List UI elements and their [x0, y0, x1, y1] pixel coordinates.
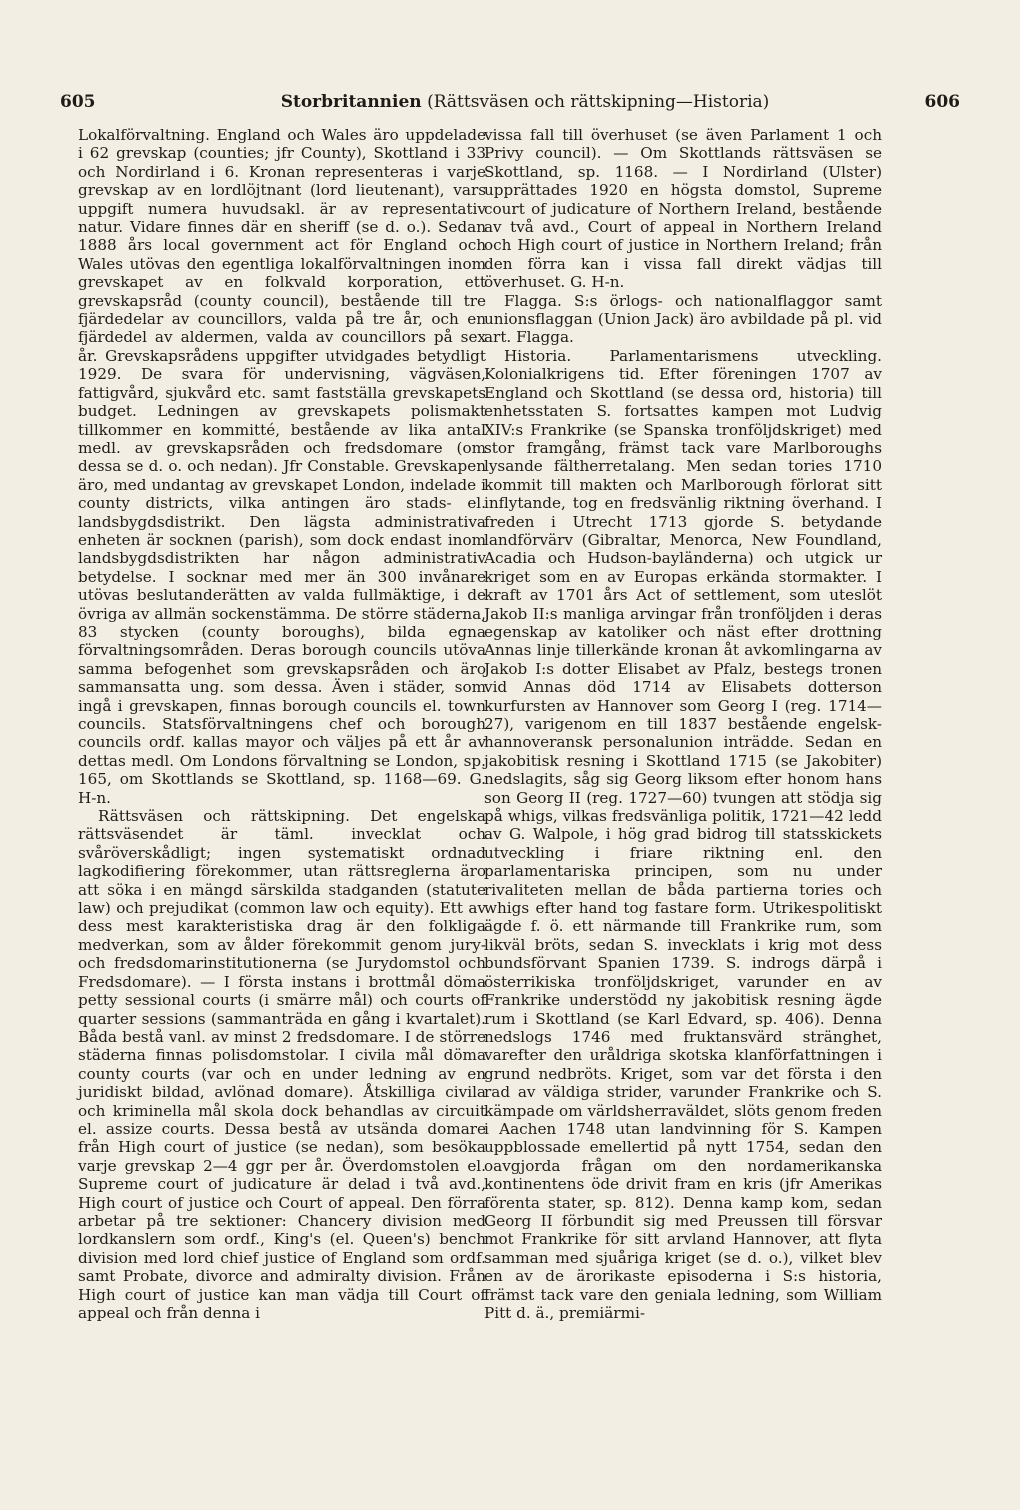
left-column — [78, 126, 486, 1322]
paragraph-lokalforvaltning: Lokalförvaltning. England och Wales äro uppdelade i 62 grevskap (counties; jfr County), Skottland i 33 och Nordirland i 6. Kronan representeras i varje grevskap av en lordlöjtnant (lord lieutenant), vars uppgift numera huvudsakl. är av representativ natur. Vidare finnes där en sheriff (se d. o.). Sedan 1888 års local government act för England och Wales utövas den egentliga lokalförvaltningen inom grevskapet av en folkvald korporation, ett grevskapsråd (county council), bestående till tre fjärdedelar av councillors, valda på tre år, och en fjärdedel av aldermen, valda av councillors på sex år. Grevskapsrådens uppgifter utvidgades betydligt 1929. De svara för undervisning, vägväsen, fattigvård, sjukvård etc. samt fastställa grevskapets budget. Ledningen av grevskapets polismakt tillkommer en kommitté, bestående av lika antal medl. av grevskapsråden och fredsdomare (om dessa se d. o. och nedan). Jfr Constable. Grevskapen äro, med undantag av grevskapet London, indelade i county districts, vilka antingen äro stads- el. landsbygdsdistrikt. Den lägsta administrativa enheten är socknen (parish), som dock endast inom landsbygdsdistrikten har någon administrativ betydelse. I socknar med mer än 300 invånare utövas beslutanderätten av valda fullmäktige, i de övriga av allmän sockenstämma. De större städerna, 83 stycken (county boroughs), bilda egna förvaltningsområden. Deras borough councils utöva samma befogenhet som grevskapsråden och äro sammansatta ung. som dessa. Även i städer, som ingå i grevskapen, finnas borough councils el. town councils. Statsförvaltningens chef och borough councils ordf. kallas mayor och väljes på ett år av dettas medl. Om Londons förvaltning se London, sp. 165, om Skottlands se Skottland, sp. 1168—69. G. H-n. — [78, 126, 486, 807]
page-number-left: 605 — [60, 92, 96, 112]
paragraph-flagga: Flagga. S:s örlogs- och nationalflaggor samt unionsflaggan (Union Jack) äro avbildade på pl. vid art. Flagga. — [484, 291, 882, 347]
page-header — [60, 92, 960, 116]
running-title-rest: (Rättsväsen och rättskipning—Historia) — [427, 92, 770, 112]
paragraph-historia: Historia. Parlamentarismens utveckling. Kolonialkrigens tid. Efter föreningen 1707 av England och Skottland (se dessa ord, historia) till enhetsstaten S. fortsattes kampen mot Ludvig XIV:s Frankrike (se Spanska tronföljdskriget) med stor framgång, främst tack vare Marlboroughs lysande fältherretalang. Men sedan tories 1710 kommit till makten och Marlborough förlorat sitt inflytande, tog en fredsvänlig riktning överhand. I freden i Utrecht 1713 gjorde S. betydande landförvärv (Gibraltar, Menorca, New Foundland, Acadia och Hudson-bayländerna) och utgick ur kriget som en av Europas erkända stormakter. I kraft av 1701 års Act of settlement, som uteslöt Jakob II:s manliga arvingar från tronföljden i deras egenskap av katoliker och näst efter drottning Annas linje tillerkände kronan åt avkomlingarna av Jakob I:s dotter Elisabet av Pfalz, bestegs tronen vid Annas död 1714 av Elisabets dotterson kurfursten av Hannover som Georg I (reg. 1714—27), varigenom en till 1837 bestående engelsk-hannoveransk personalunion inträdde. Sedan en jakobitisk resning i Skottland 1715 (se Jakobiter) nedslagits, såg sig Georg liksom efter honom hans son Georg II (reg. 1727—60) tvungen att stödja sig på whigs, vilkas fredsvänliga politik, 1721—42 ledd av G. Walpole, i hög grad bidrog till statsskickets utveckling i friare riktning enl. den parlamentariska principen, som nu under rivaliteten mellan de båda partierna tories och whigs efter hand tog fastare form. Utrikespolitiskt ägde f. ö. ett närmande till Frankrike rum, som likväl bröts, sedan S. invecklats i krig mot dess bundsförvant Spanien 1739. S. indrogs därpå i österrikiska tronföljdskriget, varunder en av Frankrike understödd ny jakobitisk resning ägde rum i Skottland (se Karl Edvard, sp. 406). Denna nedslogs 1746 med fruktansvärd stränghet, varefter den uråldriga skotska klanförfattningen i grund nedbröts. Kriget, som var det första i den rad av väldiga strider, varunder Frankrike och S. kämpade om världsherraväldet, slöts genom freden i Aachen 1748 utan landvinning för S. Kampen uppblossade emellertid på nytt 1754, sedan den oavgjorda frågan om den nordamerikanska kontinentens öde drivit fram en kris (jfr Amerikas förenta stater, sp. 812). Denna kamp kom, sedan Georg II förbundit sig med Preussen till försvar mot Frankrike för sitt arvland Hannover, att flyta samman med sjuåriga kriget (se d. o.), vilket blev en av de ärorikaste episoderna i S:s historia, främst tack vare den geniala ledning, som William Pitt d. ä., premiärmi- — [484, 346, 882, 1322]
paragraph-rattsvasen: Rättsväsen och rättskipning. Det engelska rättsväsendet är täml. invecklat och svåröverskådligt; ingen systematiskt ordnad lagkodifiering förekommer, utan rättsreglerna äro att söka i en mängd särskilda stadganden (statute law) och prejudikat (common law och equity). Ett av dess mest karakteristiska drag är den folkliga medverkan, som av ålder förekommit genom jury- och fredsdomarinstitutionerna (se Jurydomstol och Fredsdomare). — I första instans i brottmål döma petty sessional courts (i smärre mål) och courts of quarter sessions (sammanträda en gång i kvartalet). Båda bestå vanl. av minst 2 fredsdomare. I de större städerna finnas polisdomstolar. I civila mål döma county courts (var och en under ledning av en juridiskt bildad, avlönad domare). Åtskilliga civila och kriminella mål skola dock behandlas av circuit el. assize courts. Dessa bestå av utsända domare från High court of justice (se nedan), som besöka varje grevskap 2—4 ggr per år. Överdomstolen el. Supreme court of judicature är delad i två avd., High court of justice och Court of appeal. Den förra arbetar på tre sektioner: Chancery division med lordkanslern som ordf., King's (el. Queen's) bench division med lord chief justice of England som ordf. samt Probate, divorce and admiralty division. Från High court of justice kan man vädja till Court of appeal och från denna i — [78, 807, 486, 1322]
running-title — [240, 92, 810, 112]
page-number-right: 606 — [924, 92, 960, 112]
paragraph-rattsvasen-continued: vissa fall till överhuset (se även Parlament 1 och Privy council). — Om Skottlands rättsväsen se Skottland, sp. 1168. — I Nordirland (Ulster) upprättades 1920 en högsta domstol, Supreme court of judicature of Northern Ireland, bestående av två avd., Court of appeal in Northern Ireland och High court of justice in Northern Ireland; från den förra kan i vissa fall direkt vädjas till överhuset. G. H-n. — [484, 126, 882, 292]
running-title-bold: Storbritannien — [280, 92, 422, 112]
right-column — [484, 126, 882, 1322]
